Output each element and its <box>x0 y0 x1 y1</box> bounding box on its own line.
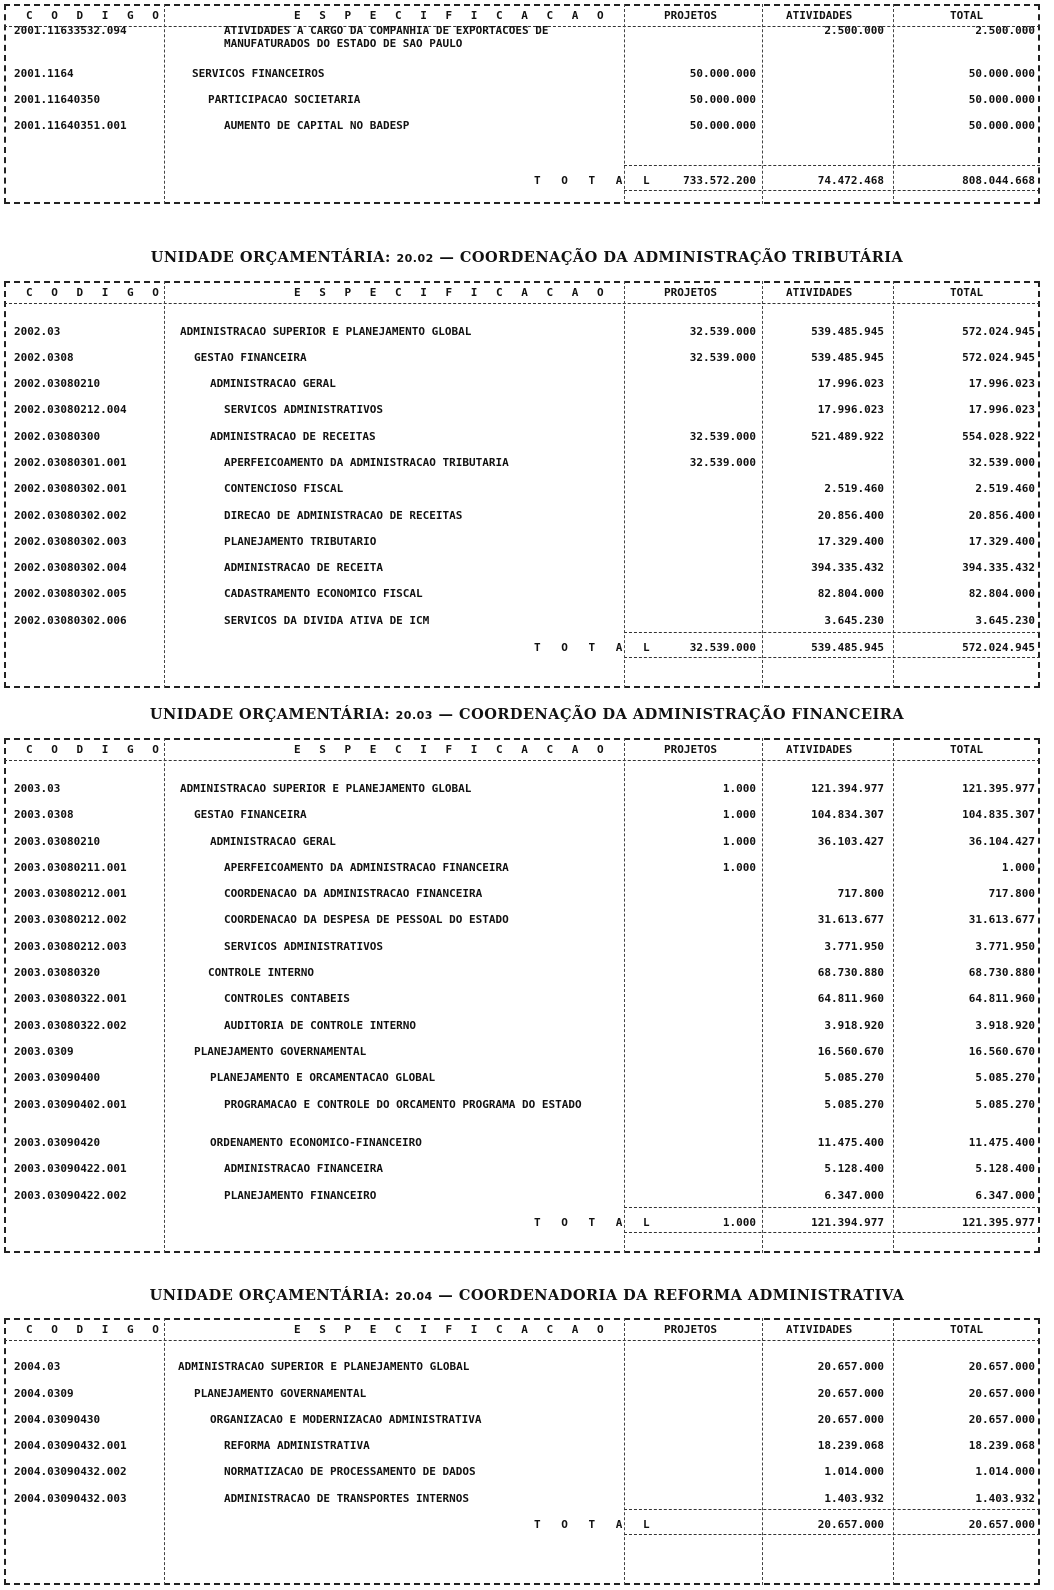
header-total: TOTAL <box>950 1323 984 1336</box>
total-label: T O T A L <box>534 1518 657 1531</box>
row-code: 2003.0309 <box>14 1045 74 1058</box>
row-projetos: 32.539.000 <box>689 430 756 443</box>
budget-table-2004 <box>4 1318 1040 1585</box>
row-code: 2002.03080212.004 <box>14 403 127 416</box>
row-description: AUDITORIA DE CONTROLE INTERNO <box>224 1019 417 1032</box>
row-code: 2003.03090422.002 <box>14 1189 127 1202</box>
header-especificacao: E S P E C I F I C A C A O <box>294 9 610 22</box>
row-total: 1.014.000 <box>975 1465 1035 1478</box>
row-total: 1.000 <box>1001 861 1035 874</box>
row-code: 2002.03080302.006 <box>14 614 127 627</box>
header-codigo: C O D I G O <box>26 9 165 22</box>
row-total: 50.000.000 <box>968 93 1035 106</box>
row-description: ADMINISTRACAO DE RECEITA <box>224 561 383 574</box>
row-code: 2003.0308 <box>14 808 74 821</box>
row-total: 32.539.000 <box>968 456 1035 469</box>
total-total: 20.657.000 <box>968 1518 1035 1531</box>
total-projetos: 32.539.000 <box>689 641 756 654</box>
column-divider <box>164 738 165 1253</box>
row-total: 121.395.977 <box>962 782 1035 795</box>
row-total: 36.104.427 <box>968 835 1035 848</box>
row-total: 18.239.068 <box>968 1439 1035 1452</box>
row-atividades: 17.329.400 <box>817 535 884 548</box>
row-description: PARTICIPACAO SOCIETARIA <box>208 93 361 106</box>
row-description: PLANEJAMENTO FINANCEIRO <box>224 1189 377 1202</box>
row-code: 2004.03090432.002 <box>14 1465 127 1478</box>
budget-table-2002 <box>4 281 1040 688</box>
row-atividades: 20.657.000 <box>817 1360 884 1373</box>
row-total: 82.804.000 <box>968 587 1035 600</box>
row-description: AUMENTO DE CAPITAL NO BADESP <box>224 119 410 132</box>
row-code: 2002.03080302.001 <box>14 482 127 495</box>
total-atividades: 74.472.468 <box>817 174 884 187</box>
total-label: T O T A L <box>534 1216 657 1229</box>
row-projetos: 32.539.000 <box>689 325 756 338</box>
unit-title-name: — COORDENAÇÃO DA ADMINISTRAÇÃO FINANCEIRA <box>438 706 905 723</box>
row-projetos: 1.000 <box>722 861 756 874</box>
total-underline <box>624 657 1040 658</box>
row-total: 572.024.945 <box>962 325 1035 338</box>
unit-title-name: — COORDENADORIA DA REFORMA ADMINISTRATIVA <box>438 1287 905 1304</box>
row-code: 2002.03080301.001 <box>14 456 127 469</box>
unit-title-name: — COORDENAÇÃO DA ADMINISTRAÇÃO TRIBUTÁRIA <box>439 249 904 266</box>
row-description: ADMINISTRACAO GERAL <box>210 377 336 390</box>
row-atividades: 6.347.000 <box>824 1189 884 1202</box>
column-divider <box>893 281 894 688</box>
row-atividades: 104.834.307 <box>811 808 884 821</box>
row-code: 2003.03090422.001 <box>14 1162 127 1175</box>
row-total: 20.856.400 <box>968 509 1035 522</box>
row-code: 2003.03080211.001 <box>14 861 127 874</box>
total-underline <box>624 1534 1040 1535</box>
header-codigo: C O D I G O <box>26 286 165 299</box>
row-description: PROGRAMACAO E CONTROLE DO ORCAMENTO PROGRAMA DO ESTADO <box>224 1098 582 1111</box>
row-code: 2002.03080210 <box>14 377 101 390</box>
row-code: 2003.03090400 <box>14 1071 101 1084</box>
row-total: 394.335.432 <box>962 561 1035 574</box>
column-divider <box>762 1318 763 1585</box>
header-codigo: C O D I G O <box>26 1323 165 1336</box>
row-atividades: 1.014.000 <box>824 1465 884 1478</box>
row-atividades: 1.403.932 <box>824 1492 884 1505</box>
row-code: 2004.03 <box>14 1360 61 1373</box>
row-description: COORDENACAO DA ADMINISTRACAO FINANCEIRA <box>224 887 483 900</box>
header-atividades: ATIVIDADES <box>786 286 853 299</box>
row-code: 2002.03080302.004 <box>14 561 127 574</box>
row-description: CONTENCIOSO FISCAL <box>224 482 344 495</box>
row-atividades: 717.800 <box>837 887 884 900</box>
row-atividades: 539.485.945 <box>811 325 884 338</box>
row-atividades: 31.613.677 <box>817 913 884 926</box>
row-atividades: 2.500.000 <box>824 24 884 37</box>
header-total: TOTAL <box>950 9 984 22</box>
column-divider <box>762 281 763 688</box>
row-description: REFORMA ADMINISTRATIVA <box>224 1439 370 1452</box>
unit-title-number: 20.02 <box>396 252 434 265</box>
header-projetos: PROJETOS <box>664 286 717 299</box>
column-divider <box>762 738 763 1253</box>
total-separator <box>624 632 1040 633</box>
row-projetos: 1.000 <box>722 835 756 848</box>
total-separator <box>624 1509 1040 1510</box>
unit-title-prefix: UNIDADE ORÇAMENTÁRIA: <box>149 1287 390 1304</box>
row-code: 2002.03080300 <box>14 430 101 443</box>
header-atividades: ATIVIDADES <box>786 743 853 756</box>
total-underline <box>624 1232 1040 1233</box>
header-total: TOTAL <box>950 286 984 299</box>
row-atividades: 17.996.023 <box>817 403 884 416</box>
column-divider <box>893 738 894 1253</box>
row-description: APERFEICOAMENTO DA ADMINISTRACAO TRIBUTARIA <box>224 456 509 469</box>
row-description: ADMINISTRACAO SUPERIOR E PLANEJAMENTO GLOBAL <box>180 325 472 338</box>
row-description: ADMINISTRACAO SUPERIOR E PLANEJAMENTO GLOBAL <box>180 782 472 795</box>
column-divider <box>893 1318 894 1585</box>
row-code: 2003.03080322.002 <box>14 1019 127 1032</box>
row-code: 2003.03080212.003 <box>14 940 127 953</box>
row-description: GESTAO FINANCEIRA <box>194 351 307 364</box>
row-description: NORMATIZACAO DE PROCESSAMENTO DE DADOS <box>224 1465 476 1478</box>
row-description: SERVICOS ADMINISTRATIVOS <box>224 403 383 416</box>
row-description: CADASTRAMENTO ECONOMICO FISCAL <box>224 587 423 600</box>
row-atividades: 521.489.922 <box>811 430 884 443</box>
row-description: ADMINISTRACAO SUPERIOR E PLANEJAMENTO GLOBAL <box>178 1360 470 1373</box>
total-projetos: 1.000 <box>722 1216 756 1229</box>
column-divider <box>164 281 165 688</box>
row-code: 2002.03080302.005 <box>14 587 127 600</box>
row-code: 2004.03090432.001 <box>14 1439 127 1452</box>
row-code: 2003.03080322.001 <box>14 992 127 1005</box>
row-code: 2004.03090430 <box>14 1413 101 1426</box>
row-code: 2003.03090402.001 <box>14 1098 127 1111</box>
row-total: 17.329.400 <box>968 535 1035 548</box>
header-atividades: ATIVIDADES <box>786 1323 853 1336</box>
row-description: ORGANIZACAO E MODERNIZACAO ADMINISTRATIVA <box>210 1413 482 1426</box>
row-description: COORDENACAO DA DESPESA DE PESSOAL DO ESTADO <box>224 913 509 926</box>
row-description: SERVICOS FINANCEIROS <box>192 67 325 80</box>
header-especificacao: E S P E C I F I C A C A O <box>294 743 610 756</box>
total-separator <box>624 165 1040 166</box>
row-code: 2004.03090432.003 <box>14 1492 127 1505</box>
row-atividades: 17.996.023 <box>817 377 884 390</box>
total-label: T O T A L <box>534 174 657 187</box>
row-total: 3.918.920 <box>975 1019 1035 1032</box>
row-code: 2004.0309 <box>14 1387 74 1400</box>
row-projetos: 1.000 <box>722 782 756 795</box>
row-description: SERVICOS DA DIVIDA ATIVA DE ICM <box>224 614 430 627</box>
row-code: 2003.03080320 <box>14 966 101 979</box>
total-atividades: 121.394.977 <box>811 1216 884 1229</box>
row-code: 2003.03 <box>14 782 61 795</box>
row-code: 2001.1164 <box>14 67 74 80</box>
row-total: 6.347.000 <box>975 1189 1035 1202</box>
row-code: 2002.0308 <box>14 351 74 364</box>
row-code: 2003.03090420 <box>14 1136 101 1149</box>
row-description: ADMINISTRACAO GERAL <box>210 835 336 848</box>
header-total: TOTAL <box>950 743 984 756</box>
column-divider <box>624 281 625 688</box>
row-atividades: 3.771.950 <box>824 940 884 953</box>
header-projetos: PROJETOS <box>664 1323 717 1336</box>
row-total: 31.613.677 <box>968 913 1035 926</box>
row-atividades: 121.394.977 <box>811 782 884 795</box>
row-atividades: 20.657.000 <box>817 1413 884 1426</box>
table-frame <box>4 281 1040 688</box>
column-divider <box>762 4 763 204</box>
row-total: 2.500.000 <box>975 24 1035 37</box>
row-total: 17.996.023 <box>968 403 1035 416</box>
row-projetos: 32.539.000 <box>689 351 756 364</box>
header-codigo: C O D I G O <box>26 743 165 756</box>
total-label: T O T A L <box>534 641 657 654</box>
row-description: CONTROLE INTERNO <box>208 966 314 979</box>
table-frame <box>4 738 1040 1253</box>
row-total: 68.730.880 <box>968 966 1035 979</box>
row-atividades: 16.560.670 <box>817 1045 884 1058</box>
row-atividades: 68.730.880 <box>817 966 884 979</box>
unit-title-number: 20.03 <box>395 709 433 722</box>
budget-table-2001 <box>4 4 1040 204</box>
row-atividades: 5.085.270 <box>824 1098 884 1111</box>
row-description: GESTAO FINANCEIRA <box>194 808 307 821</box>
row-projetos: 50.000.000 <box>689 119 756 132</box>
row-atividades: 539.485.945 <box>811 351 884 364</box>
row-atividades: 18.239.068 <box>817 1439 884 1452</box>
total-separator <box>624 1207 1040 1208</box>
row-total: 20.657.000 <box>968 1387 1035 1400</box>
row-code: 2001.11640351.001 <box>14 119 127 132</box>
row-code: 2001.11633532.094 <box>14 24 127 37</box>
total-total: 121.395.977 <box>962 1216 1035 1229</box>
row-atividades: 3.645.230 <box>824 614 884 627</box>
row-total: 50.000.000 <box>968 67 1035 80</box>
row-code: 2003.03080212.001 <box>14 887 127 900</box>
header-especificacao: E S P E C I F I C A C A O <box>294 1323 610 1336</box>
row-total: 17.996.023 <box>968 377 1035 390</box>
row-description: CONTROLES CONTABEIS <box>224 992 350 1005</box>
unit-title-2003 <box>0 706 1054 723</box>
row-total: 50.000.000 <box>968 119 1035 132</box>
column-divider <box>624 738 625 1253</box>
column-divider <box>624 1318 625 1585</box>
unit-title-prefix: UNIDADE ORÇAMENTÁRIA: <box>150 249 391 266</box>
row-total: 3.645.230 <box>975 614 1035 627</box>
row-total: 717.800 <box>988 887 1035 900</box>
row-atividades: 5.128.400 <box>824 1162 884 1175</box>
row-description: DIRECAO DE ADMINISTRACAO DE RECEITAS <box>224 509 463 522</box>
row-total: 20.657.000 <box>968 1413 1035 1426</box>
row-total: 2.519.460 <box>975 482 1035 495</box>
row-atividades: 11.475.400 <box>817 1136 884 1149</box>
row-code: 2002.03 <box>14 325 61 338</box>
row-total: 16.560.670 <box>968 1045 1035 1058</box>
header-atividades: ATIVIDADES <box>786 9 853 22</box>
row-description: SERVICOS ADMINISTRATIVOS <box>224 940 383 953</box>
row-total: 20.657.000 <box>968 1360 1035 1373</box>
header-especificacao: E S P E C I F I C A C A O <box>294 286 610 299</box>
row-description: ADMINISTRACAO FINANCEIRA <box>224 1162 383 1175</box>
unit-title-number: 20.04 <box>395 1290 433 1303</box>
total-total: 808.044.668 <box>962 174 1035 187</box>
row-atividades: 3.918.920 <box>824 1019 884 1032</box>
row-code: 2003.03080212.002 <box>14 913 127 926</box>
total-underline <box>624 190 1040 191</box>
header-projetos: PROJETOS <box>664 743 717 756</box>
row-code: 2002.03080302.002 <box>14 509 127 522</box>
row-total: 5.128.400 <box>975 1162 1035 1175</box>
row-atividades: 82.804.000 <box>817 587 884 600</box>
unit-title-2004 <box>0 1287 1054 1304</box>
total-projetos: 733.572.200 <box>683 174 756 187</box>
row-atividades: 5.085.270 <box>824 1071 884 1084</box>
column-divider <box>164 4 165 204</box>
row-code: 2002.03080302.003 <box>14 535 127 548</box>
row-total: 1.403.932 <box>975 1492 1035 1505</box>
row-description: PLANEJAMENTO E ORCAMENTACAO GLOBAL <box>210 1071 436 1084</box>
total-total: 572.024.945 <box>962 641 1035 654</box>
unit-title-prefix: UNIDADE ORÇAMENTÁRIA: <box>149 706 391 723</box>
row-atividades: 2.519.460 <box>824 482 884 495</box>
row-projetos: 32.539.000 <box>689 456 756 469</box>
row-atividades: 20.856.400 <box>817 509 884 522</box>
row-projetos: 50.000.000 <box>689 93 756 106</box>
header-projetos: PROJETOS <box>664 9 717 22</box>
row-total: 5.085.270 <box>975 1071 1035 1084</box>
total-atividades: 539.485.945 <box>811 641 884 654</box>
row-total: 11.475.400 <box>968 1136 1035 1149</box>
row-code: 2001.11640350 <box>14 93 101 106</box>
row-projetos: 1.000 <box>722 808 756 821</box>
row-description: PLANEJAMENTO TRIBUTARIO <box>224 535 377 548</box>
row-description: PLANEJAMENTO GOVERNAMENTAL <box>194 1045 367 1058</box>
row-description: ATIVIDADES A CARGO DA COMPANHIA DE EXPORTACOES DE MANUFATURADOS DO ESTADO DE SAO PAULO <box>224 24 549 50</box>
row-description: ORDENAMENTO ECONOMICO-FINANCEIRO <box>210 1136 422 1149</box>
row-projetos: 50.000.000 <box>689 67 756 80</box>
row-total: 104.835.307 <box>962 808 1035 821</box>
row-total: 5.085.270 <box>975 1098 1035 1111</box>
row-atividades: 36.103.427 <box>817 835 884 848</box>
row-total: 572.024.945 <box>962 351 1035 364</box>
unit-title-2002 <box>0 249 1054 266</box>
row-total: 3.771.950 <box>975 940 1035 953</box>
row-atividades: 64.811.960 <box>817 992 884 1005</box>
table-frame <box>4 1318 1040 1585</box>
row-description: PLANEJAMENTO GOVERNAMENTAL <box>194 1387 367 1400</box>
row-description: ADMINISTRACAO DE TRANSPORTES INTERNOS <box>224 1492 470 1505</box>
row-description: APERFEICOAMENTO DA ADMINISTRACAO FINANCEIRA <box>224 861 509 874</box>
column-divider <box>893 4 894 204</box>
row-description: ADMINISTRACAO DE RECEITAS <box>210 430 376 443</box>
row-total: 64.811.960 <box>968 992 1035 1005</box>
row-atividades: 394.335.432 <box>811 561 884 574</box>
total-atividades: 20.657.000 <box>817 1518 884 1531</box>
row-total: 554.028.922 <box>962 430 1035 443</box>
column-divider <box>164 1318 165 1585</box>
budget-table-2003 <box>4 738 1040 1253</box>
row-atividades: 20.657.000 <box>817 1387 884 1400</box>
row-code: 2003.03080210 <box>14 835 101 848</box>
